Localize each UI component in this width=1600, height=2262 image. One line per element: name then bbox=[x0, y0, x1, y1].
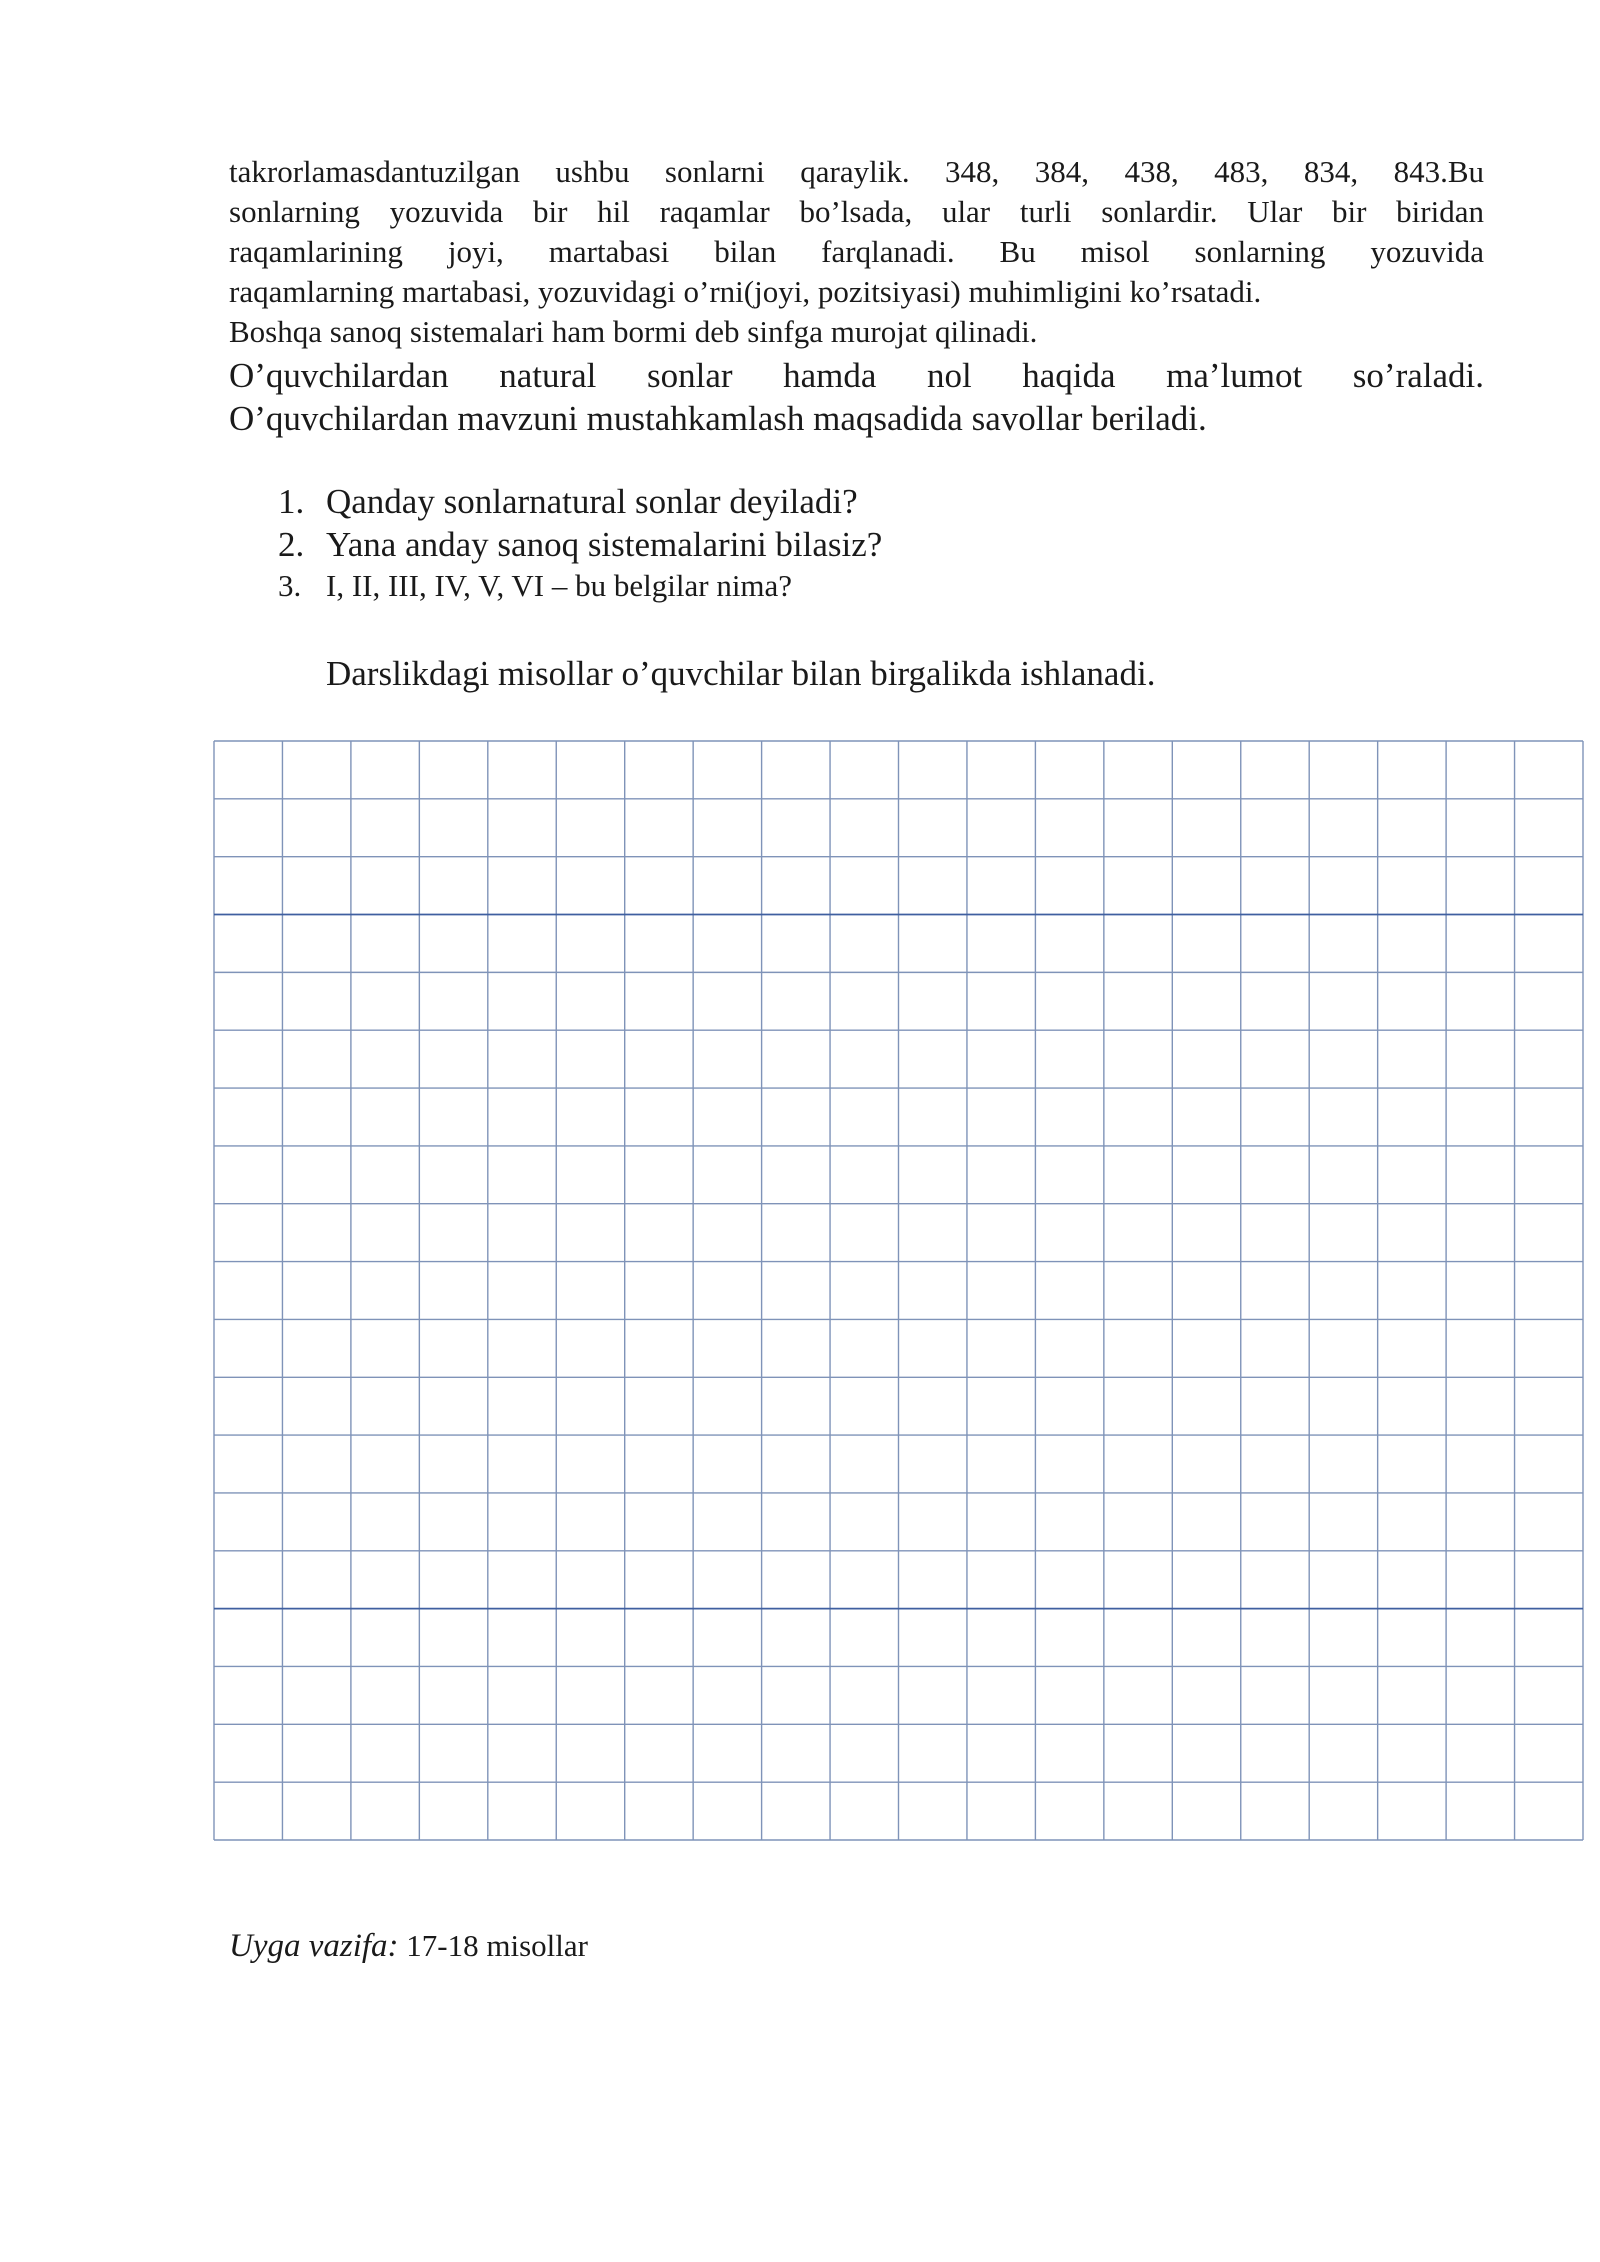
question-text: I, II, III, IV, V, VI – bu belgilar nima? bbox=[326, 568, 793, 603]
question-item bbox=[278, 525, 882, 568]
paragraph-line: takrorlamasdantuzilgan ushbu sonlarni qaraylik. 348, 384, 438, 483, 834, 843.Bu bbox=[229, 154, 1484, 189]
intro-paragraph bbox=[229, 152, 1484, 352]
homework-label: Uyga vazifa: bbox=[229, 1928, 399, 1964]
paragraph-line: Boshqa sanoq sistemalari ham bormi deb sinfga murojat qilinadi. bbox=[229, 314, 1038, 349]
squared-grid bbox=[213, 740, 1584, 1841]
question-number: 3. bbox=[278, 568, 302, 603]
activity-line: Darslikdagi misollar o’quvchilar bilan birgalikda ishlanadi. bbox=[326, 654, 1156, 693]
paragraph-line: raqamlarining joyi, martabasi bilan farqlanadi. Bu misol sonlarning yozuvida bbox=[229, 234, 1484, 269]
instruction-line: O’quvchilardan mavzuni mustahkamlash maqsadida savollar beriladi. bbox=[229, 399, 1207, 438]
question-number: 2. bbox=[278, 525, 305, 564]
question-text: Qanday sonlarnatural sonlar deyiladi? bbox=[326, 482, 858, 521]
paragraph-line: sonlarning yozuvida bir hil raqamlar bo’lsada, ular turli sonlardir. Ular bir biridan bbox=[229, 194, 1484, 229]
question-item bbox=[278, 482, 882, 525]
grid-svg bbox=[213, 740, 1584, 1841]
question-item bbox=[278, 568, 882, 608]
question-list bbox=[278, 482, 882, 608]
question-text: Yana anday sanoq sistemalarini bilasiz? bbox=[326, 525, 883, 564]
paragraph-line: raqamlarning martabasi, yozuvidagi o’rni(joyi, pozitsiyasi) muhimligini ko’rsatadi. bbox=[229, 274, 1262, 309]
instruction-line: O’quvchilardan natural sonlar hamda nol haqida ma’lumot so’raladi. bbox=[229, 356, 1484, 395]
homework-line bbox=[229, 1928, 588, 1965]
homework-text: 17-18 misollar bbox=[398, 1928, 588, 1963]
question-number: 1. bbox=[278, 482, 305, 521]
instruction-paragraph bbox=[229, 354, 1484, 440]
